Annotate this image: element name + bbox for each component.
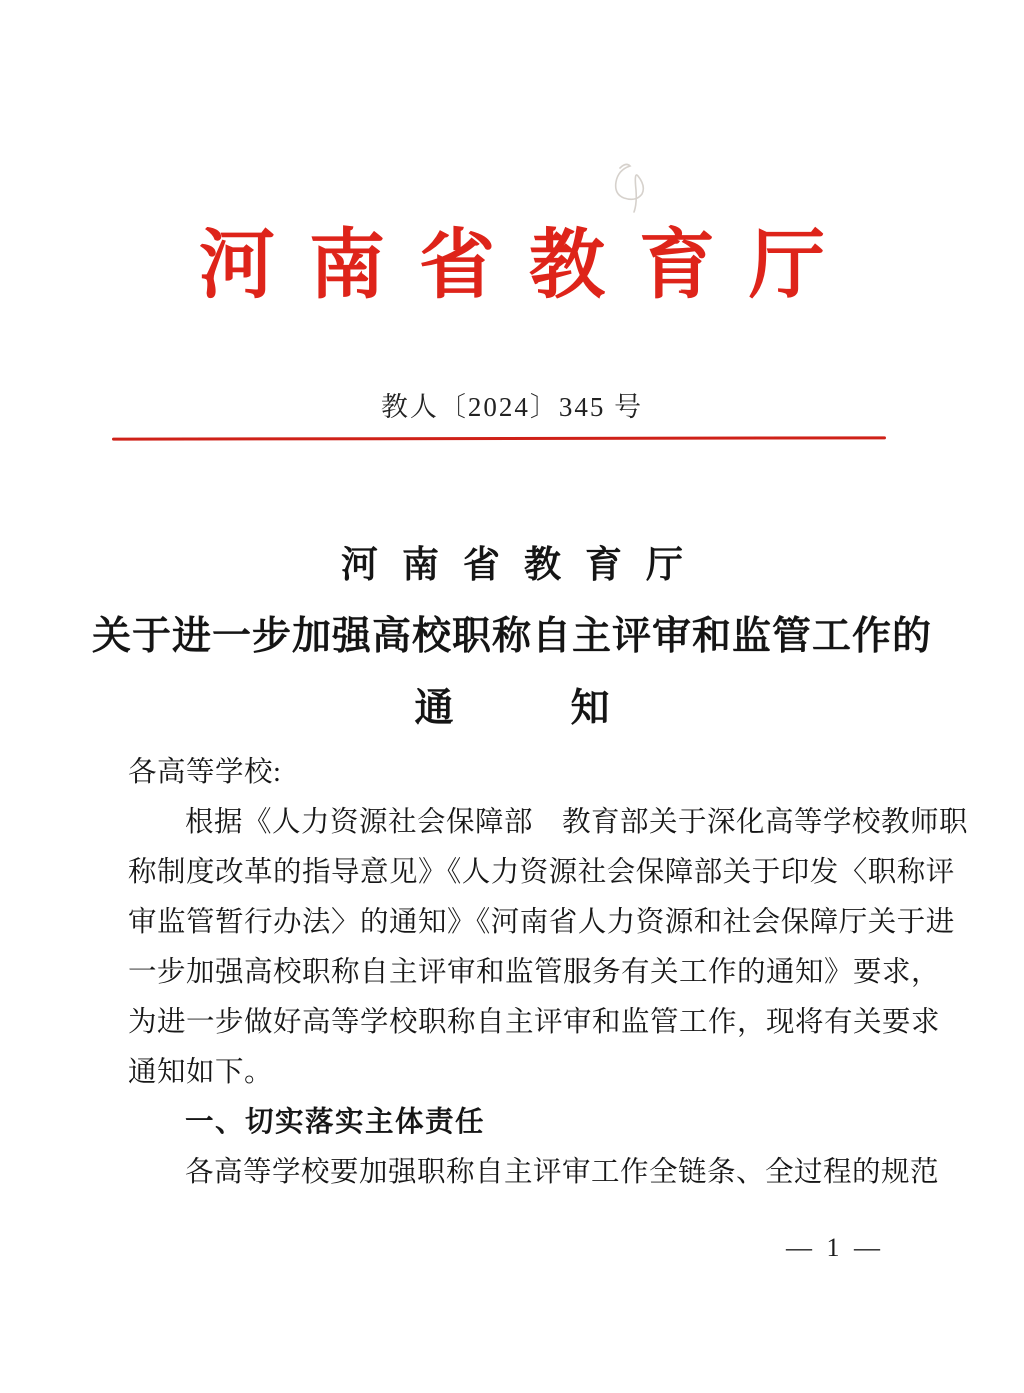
body-text-line: 为进一步做好高等学校职称自主评审和监管工作，现将有关要求: [128, 1007, 941, 1038]
document-title-subject: 关于进一步加强高校职称自主评审和监管工作的: [91, 615, 932, 658]
document-title-agency: 河南省教育厅: [341, 545, 707, 586]
body-text-line: 通知如下。: [128, 1057, 274, 1088]
body-paragraph-lines: [128, 798, 969, 1198]
salutation-line: 各高等学校:: [128, 757, 282, 788]
body-text-line: 称制度改革的指导意见》《人力资源社会保障部关于印发〈职称评: [128, 857, 955, 888]
letterhead-agency-name: 河南省教育厅: [199, 224, 859, 308]
body-text-line: 一步加强高校职称自主评审和监管服务有关工作的通知》要求，: [128, 957, 941, 988]
body-text-line: 一、切实落实主体责任: [185, 1107, 486, 1138]
document-title-block: [0, 534, 1024, 733]
body-text-line: 各高等学校要加强职称自主评审工作全链条、全过程的规范: [185, 1157, 940, 1188]
page-number: — 1 —: [786, 1233, 884, 1262]
document-body: [128, 748, 969, 1198]
document-reference-number: 教人〔2024〕345 号: [380, 392, 644, 422]
red-divider-line: [112, 436, 886, 440]
body-text-line: 根据《人力资源社会保障部 教育部关于深化高等学校教师职: [185, 807, 969, 838]
body-text-line: 审监管暂行办法〉的通知》《河南省人力资源和社会保障厅关于进: [128, 907, 955, 938]
document-title-notice: 通 知: [414, 687, 610, 730]
